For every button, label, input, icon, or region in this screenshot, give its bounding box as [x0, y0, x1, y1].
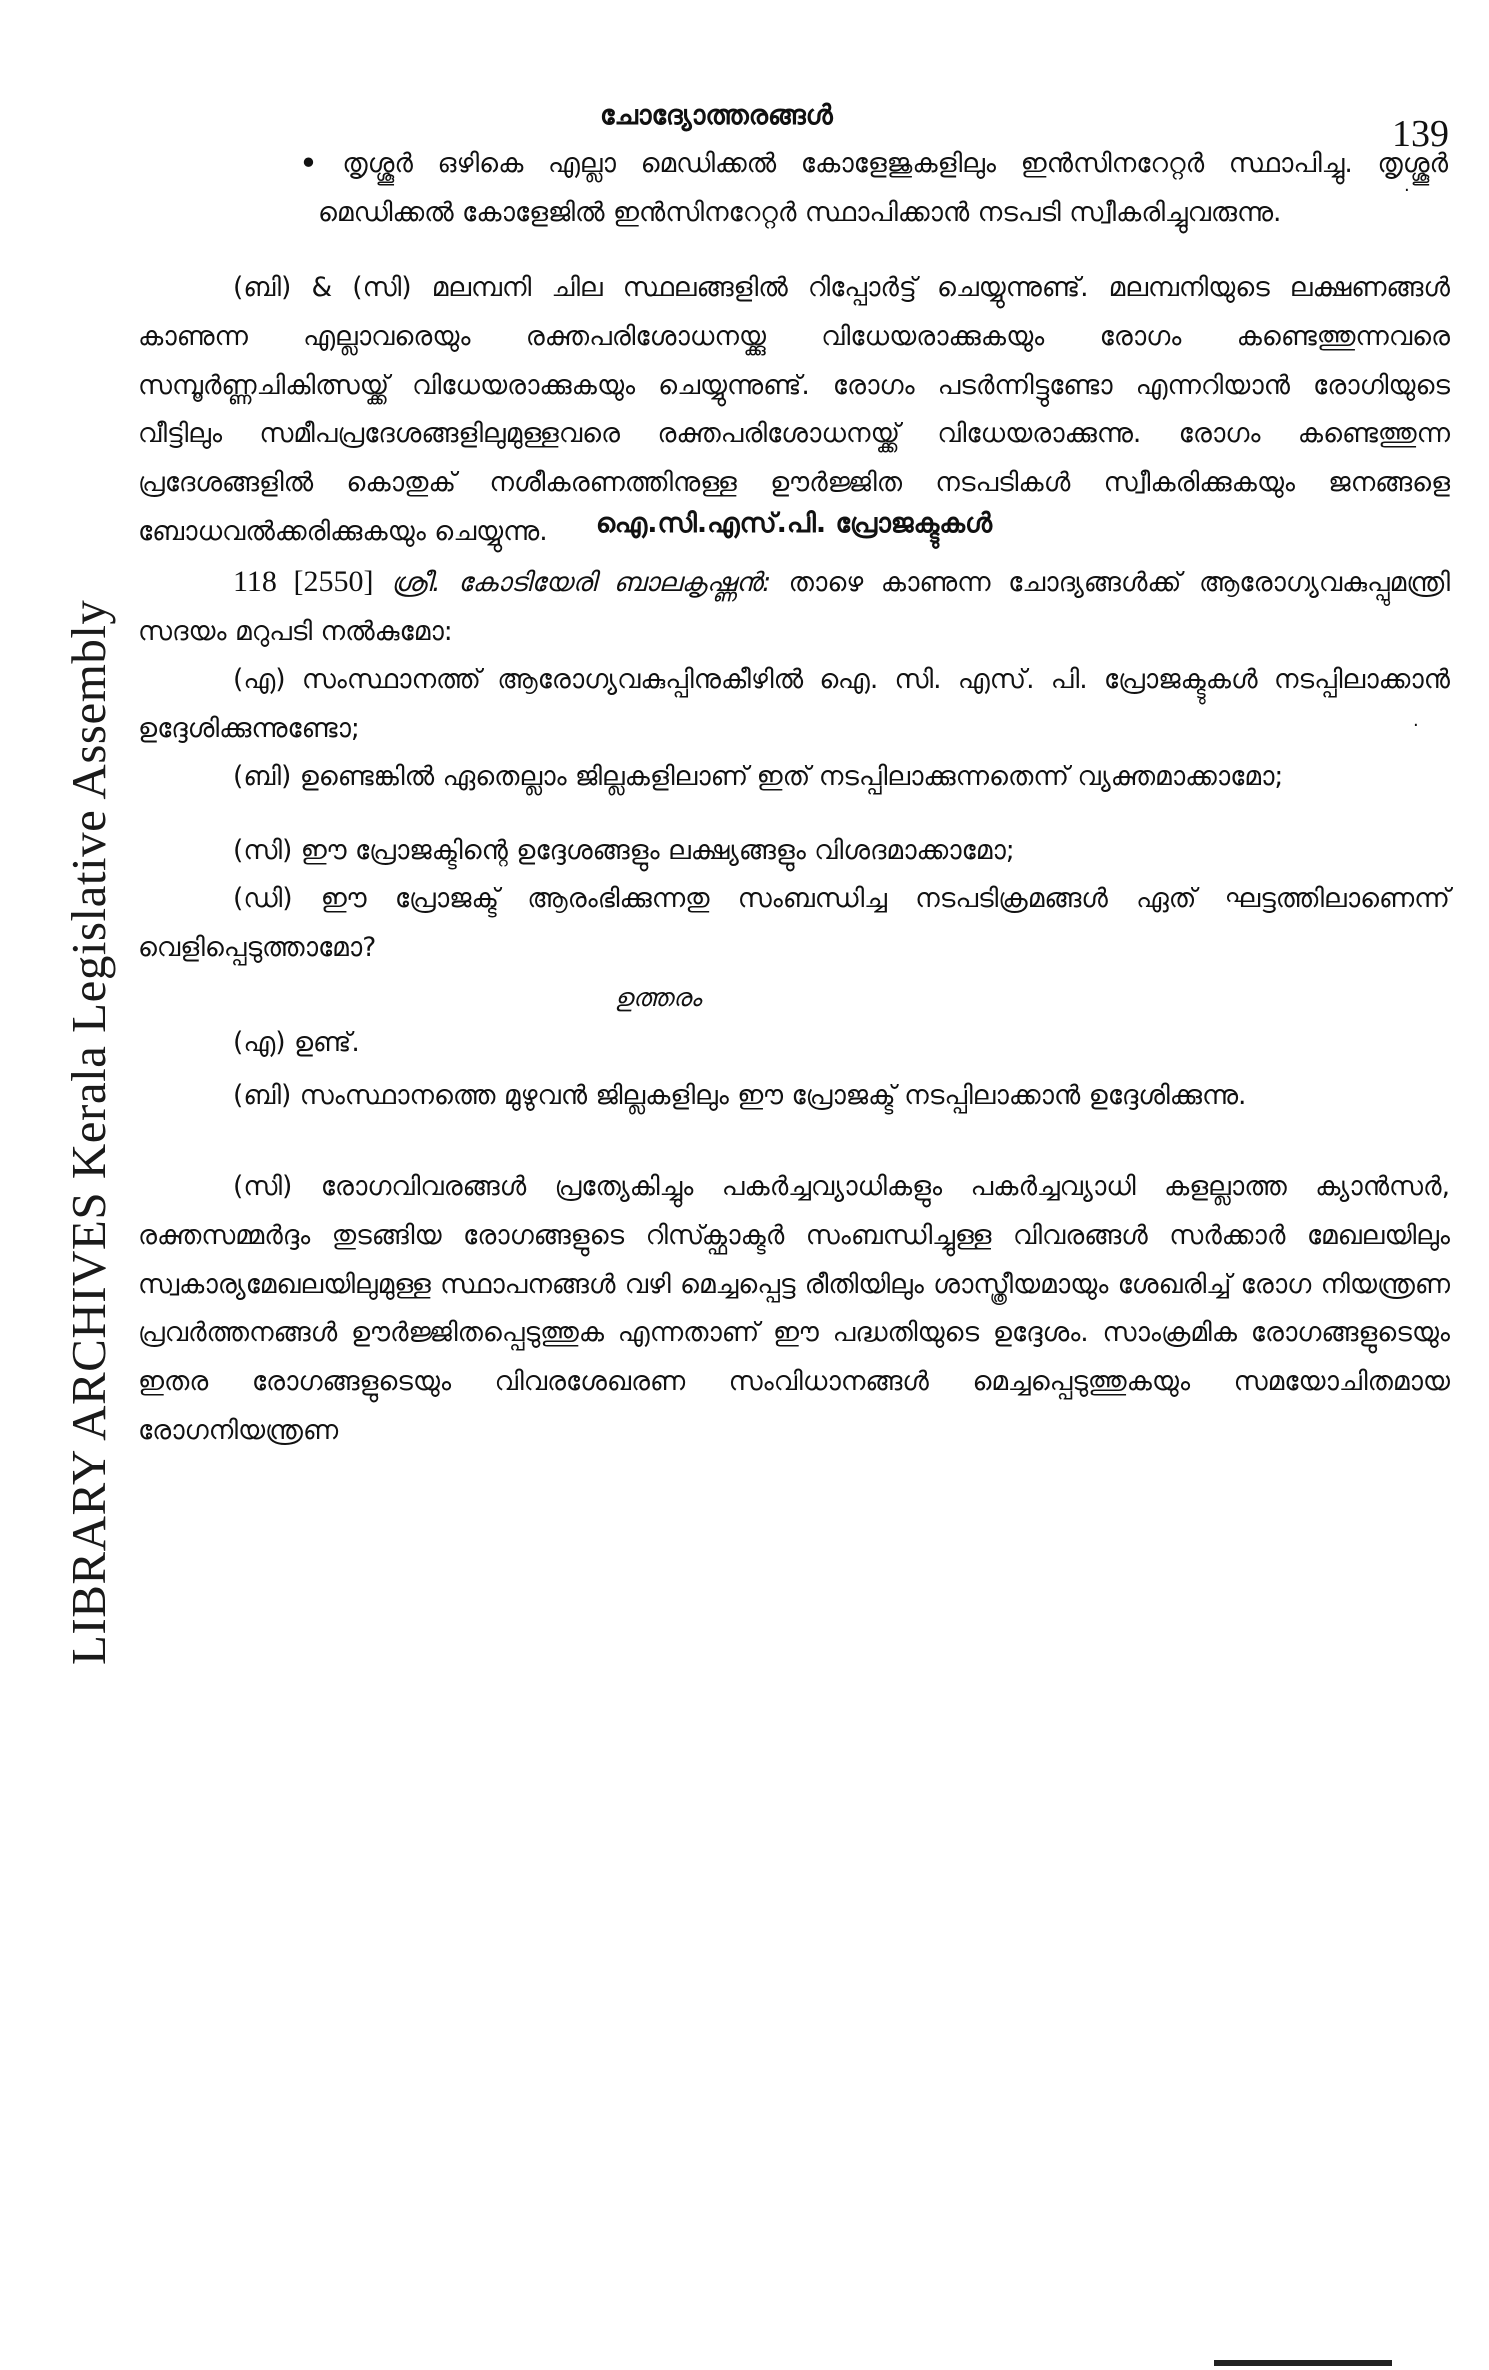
question-d: (ഡി) ഈ പ്രോജക്ട് ആരംഭിക്കുന്നതു സംബന്ധിച്ച നടപടിക്രമങ്ങൾ ഏത് ഘട്ടത്തിലാണെന്ന് വെളിപ്പെടുത്താമോ?: [138, 883, 1450, 963]
question-intro: [138, 558, 1450, 657]
answer-a: (എ) ഉണ്ട്.: [233, 1027, 360, 1058]
answer-paragraph-bc: (ബി) & (സി) മലമ്പനി ചില സ്ഥലങ്ങളിൽ റിപ്പോർട്ട് ചെയ്യുന്നുണ്ട്. മലമ്പനിയുടെ ലക്ഷണങ്ങൾ കാണുന്ന എല്ലാവരെയും രക്തപരിശോധനയ്ക്കു വിധേയരാക്കുകയും രോഗം കണ്ടെത്തുന്നവരെ സമ്പൂർണ്ണചികിത്സയ്ക്ക് വിധേയരാക്കുകയും ചെയ്യുന്നുണ്ട്. രോഗം പടർന്നിട്ടുണ്ടോ എന്നറിയാൻ രോഗിയുടെ വീട്ടിലും സമീപപ്രദേശങ്ങളിലുമുള്ളവരെ രക്തപരിശോധനയ്ക്ക് വിധേയരാക്കുന്നു. രോഗം കണ്ടെത്തുന്ന പ്രദേശങ്ങളിൽ കൊതുക് നശീകരണത്തിനുള്ള ഊർജ്ജിത നടപടികൾ സ്വീകരിക്കുകയും ജനങ്ങളെ ബോധവൽക്കരിക്കുകയും ചെയ്യുന്നു.: [138, 272, 1450, 547]
archive-watermark: LIBRARY ARCHIVES Kerala Legislative Assembly: [61, 599, 116, 1665]
question-number: 118 [2550]: [233, 565, 374, 598]
answer-c: (സി) രോഗവിവരങ്ങൾ പ്രത്യേകിച്ചും പകർച്ചവ്യാധികളും പകർച്ചവ്യാധി കളല്ലാത്ത ക്യാൻസർ, രക്തസമ്മർദ്ദം തുടങ്ങിയ രോഗങ്ങളുടെ റിസ്ക്ഫാക്ടർ സംബന്ധിച്ചുള്ള വിവരങ്ങൾ സർക്കാർ മേഖലയിലും സ്വകാര്യമേഖലയിലുമുള്ള സ്ഥാപനങ്ങൾ വഴി മെച്ചപ്പെട്ട രീതിയിലും ശാസ്ത്രീയമായും ശേഖരിച്ച് രോഗ നിയന്ത്രണ പ്രവർത്തനങ്ങൾ ഊർജ്ജിതപ്പെടുത്തുക എന്നതാണ് ഈ പദ്ധതിയുടെ ഉദ്ദേശം. സാംക്രമിക രോഗങ്ങളുടെയും ഇതര രോഗങ്ങളുടെയും വിവരശേഖരണ സംവിധാനങ്ങൾ മെച്ചപ്പെടുത്തുകയും സമയോചിതമായ രോഗനിയന്ത്രണ: [138, 1171, 1450, 1446]
answer-b: (ബി) സംസ്ഥാനത്തെ മുഴുവൻ ജില്ലകളിലും ഈ പ്രോജക്ട് നടപ്പിലാക്കാൻ ഉദ്ദേശിക്കുന്നു.: [233, 1080, 1247, 1111]
question-intro-text: താഴെ കാണുന്ന ചോദ്യങ്ങൾക്ക് ആരോഗ്യവകുപ്പുമന്ത്രി സദയം മറുപടി നൽകുമോ:: [138, 567, 1450, 647]
bullet-text: തൃശ്ശൂർ ഒഴികെ എല്ലാ മെഡിക്കൽ കോളേജുകളിലും ഇൻസിനറേറ്റർ സ്ഥാപിച്ചു. തൃശ്ശൂർ മെഡിക്കൽ കോളേജിൽ ഇൻസിനറേറ്റർ സ്ഥാപിക്കാൻ നടപടി സ്വീകരിച്ചുവരുന്നു.: [318, 148, 1448, 228]
question-c: (സി) ഈ പ്രോജക്ടിന്റെ ഉദ്ദേശങ്ങളും ലക്ഷ്യങ്ങളും വിശദമാക്കാമോ;: [233, 835, 1015, 866]
margin-dot: .: [1413, 710, 1419, 731]
bottom-rule: [1214, 2360, 1392, 2366]
page-number: 139: [1392, 113, 1449, 155]
bullet-item: [300, 140, 1448, 238]
bullet-dot-icon: •: [300, 148, 343, 179]
running-title: ചോദ്യോത്തരങ്ങൾ: [600, 100, 833, 131]
question-a: (എ) സംസ്ഥാനത്ത് ആരോഗ്യവകുപ്പിനുകീഴിൽ ഐ. സി. എസ്. പി. പ്രോജക്ടുകൾ നടപ്പിലാക്കാൻ ഉദ്ദേശിക്കുന്നുണ്ടോ;: [138, 664, 1450, 744]
answer-heading: ഉത്തരം: [614, 983, 702, 1012]
section-heading: ഐ.സി.എസ്.പി. പ്രോജക്ടുകൾ: [595, 508, 993, 539]
question-b: (ബി) ഉണ്ടെങ്കിൽ ഏതെല്ലാം ജില്ലകളിലാണ് ഇത് നടപ്പിലാക്കുന്നതെന്ന് വ്യക്തമാക്കാമോ;: [233, 761, 1284, 792]
member-name: ശ്രീ. കോടിയേരി ബാലകൃഷ്ണൻ:: [390, 567, 772, 598]
margin-mark: .: [1404, 175, 1410, 196]
